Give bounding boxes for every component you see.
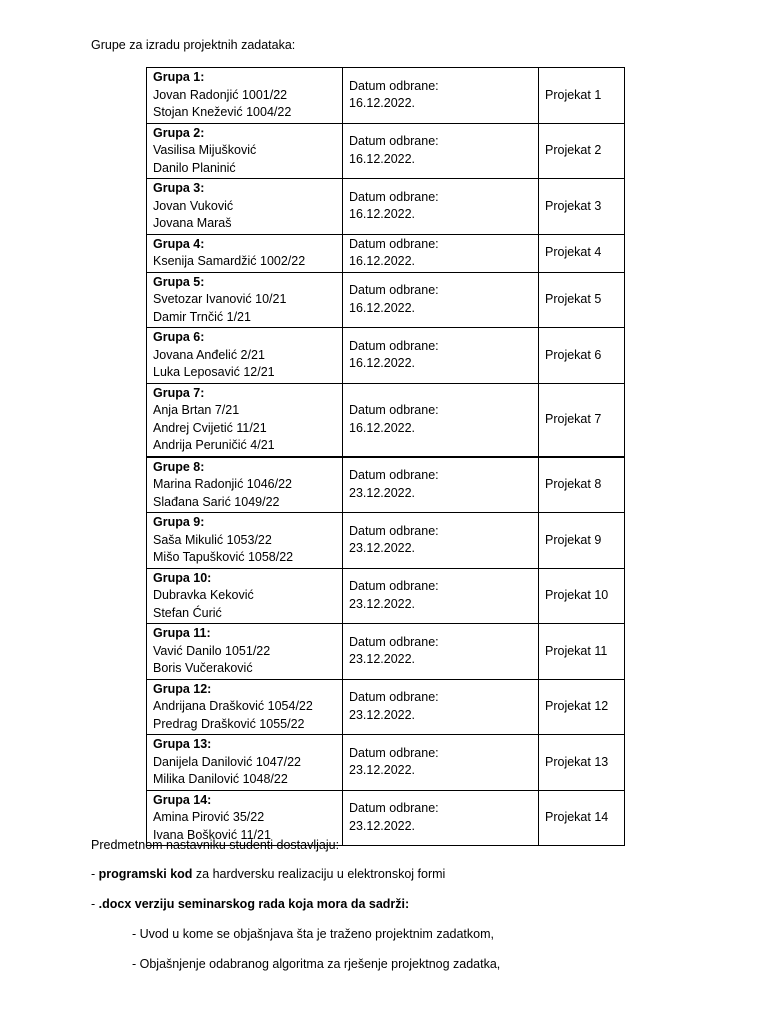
- group-member: Boris Vučeraković: [153, 661, 253, 675]
- group-name: Grupa 6:: [153, 330, 205, 344]
- defense-date-cell: [343, 383, 539, 457]
- defense-date-label: Datum odbrane:: [349, 134, 439, 149]
- group-row: [147, 624, 625, 680]
- defense-date-value: 23.12.2022.: [349, 541, 416, 556]
- group-name: Grupa 1:: [153, 70, 205, 84]
- defense-date-cell: [343, 568, 539, 624]
- groups-table: [146, 67, 625, 846]
- defense-date-label: Datum odbrane:: [349, 523, 439, 538]
- group-row: [147, 272, 625, 328]
- project-name: Projekat 1: [539, 68, 625, 124]
- group-member: Saša Mikulić 1053/22: [153, 532, 272, 547]
- group-row: [147, 68, 625, 124]
- defense-date-label: Datum odbrane:: [349, 283, 439, 298]
- group-member: Andrija Peruničić 4/21: [153, 438, 275, 452]
- sub-item-algorithm: - Objašnjenje odabranog algoritma za rješenje projektnog zadatka,: [132, 957, 501, 971]
- group-member: Stojan Knežević 1004/22: [153, 105, 292, 119]
- requirement-item-code: [91, 867, 445, 881]
- group-cell: [147, 123, 343, 179]
- group-cell: [147, 624, 343, 680]
- group-row: [147, 123, 625, 179]
- group-row: [147, 735, 625, 791]
- group-cell: [147, 679, 343, 735]
- group-cell: [147, 383, 343, 457]
- defense-date-cell: [343, 179, 539, 235]
- defense-date-value: 23.12.2022.: [349, 818, 416, 833]
- group-name: Grupa 7:: [153, 385, 205, 400]
- group-cell: [147, 68, 343, 124]
- defense-date-value: 23.12.2022.: [349, 485, 416, 500]
- defense-date-label: Datum odbrane:: [349, 690, 439, 705]
- project-name: Projekat 12: [539, 679, 625, 735]
- defense-date-cell: [343, 328, 539, 384]
- project-name: Projekat 3: [539, 179, 625, 235]
- project-name: Projekat 2: [539, 123, 625, 179]
- intro-text: Predmetnom nastavniku studenti dostavljaju:: [91, 838, 340, 852]
- item-bold: .docx verziju seminarskog rada koja mora da sadrži:: [98, 897, 410, 911]
- group-name: Grupa 10:: [153, 570, 212, 585]
- group-cell: [147, 328, 343, 384]
- group-member: Amina Pirović 35/22: [153, 810, 265, 824]
- group-name: Grupe 8:: [153, 459, 205, 474]
- defense-date-value: 23.12.2022.: [349, 707, 416, 722]
- group-member: Milika Danilović 1048/22: [153, 772, 288, 786]
- defense-date-cell: [343, 68, 539, 124]
- group-member: Anja Brtan 7/21: [153, 403, 240, 417]
- group-cell: [147, 568, 343, 624]
- defense-date-label: Datum odbrane:: [349, 236, 439, 251]
- group-row: [147, 513, 625, 569]
- group-member: Vasilisa Mijušković: [153, 143, 257, 157]
- project-name: Projekat 10: [539, 568, 625, 624]
- defense-date-value: 16.12.2022.: [349, 356, 416, 371]
- group-row: [147, 328, 625, 384]
- group-name: Grupa 9:: [153, 515, 205, 529]
- group-cell: [147, 513, 343, 569]
- group-name: Grupa 4:: [153, 236, 205, 251]
- group-member: Mišo Tapušković 1058/22: [153, 550, 294, 564]
- group-member: Jovan Vuković: [153, 198, 234, 213]
- defense-date-label: Datum odbrane:: [349, 468, 439, 483]
- item-rest: za hardversku realizaciju u elektronskoj formi: [192, 867, 446, 881]
- defense-date-label: Datum odbrane:: [349, 189, 439, 204]
- defense-date-value: 16.12.2022.: [349, 420, 416, 435]
- group-member: Andrijana Drašković 1054/22: [153, 699, 313, 713]
- group-cell: [147, 234, 343, 272]
- project-name: Projekat 14: [539, 790, 625, 846]
- defense-date-label: Datum odbrane:: [349, 579, 439, 594]
- requirement-item-docx: [91, 897, 409, 911]
- group-member: Jovana Maraš: [153, 216, 232, 230]
- defense-date-cell: [343, 457, 539, 513]
- defense-date-value: 16.12.2022.: [349, 300, 416, 315]
- group-name: Grupa 5:: [153, 274, 205, 289]
- group-cell: [147, 457, 343, 513]
- group-cell: [147, 179, 343, 235]
- defense-date-cell: [343, 679, 539, 735]
- group-member: Luka Leposavić 12/21: [153, 365, 275, 379]
- defense-date-label: Datum odbrane:: [349, 634, 439, 649]
- defense-date-value: 23.12.2022.: [349, 763, 416, 778]
- group-row: [147, 457, 625, 513]
- defense-date-cell: [343, 123, 539, 179]
- project-name: Projekat 8: [539, 457, 625, 513]
- group-member: Danilo Planinić: [153, 160, 236, 175]
- group-member: Andrej Cvijetić 11/21: [153, 420, 267, 435]
- project-name: Projekat 5: [539, 272, 625, 328]
- group-member: Dubravka Keković: [153, 588, 254, 602]
- defense-date-value: 16.12.2022.: [349, 207, 416, 222]
- defense-date-cell: [343, 790, 539, 846]
- group-name: Grupa 11:: [153, 626, 211, 640]
- page-heading: Grupe za izradu projektnih zadataka:: [91, 38, 296, 52]
- project-name: Projekat 9: [539, 513, 625, 569]
- group-member: Jovana Anđelić 2/21: [153, 347, 265, 362]
- group-row: [147, 568, 625, 624]
- defense-date-cell: [343, 234, 539, 272]
- project-name: Projekat 7: [539, 383, 625, 457]
- group-member: Predrag Drašković 1055/22: [153, 716, 305, 731]
- group-member: Stefan Ćurić: [153, 605, 222, 620]
- defense-date-label: Datum odbrane:: [349, 745, 439, 760]
- group-name: Grupa 13:: [153, 737, 212, 751]
- group-member: Slađana Sarić 1049/22: [153, 494, 280, 509]
- group-member: Svetozar Ivanović 10/21: [153, 292, 287, 306]
- group-row: [147, 179, 625, 235]
- defense-date-cell: [343, 735, 539, 791]
- defense-date-cell: [343, 624, 539, 680]
- group-row: [147, 234, 625, 272]
- defense-date-label: Datum odbrane:: [349, 801, 439, 816]
- defense-date-label: Datum odbrane:: [349, 338, 439, 353]
- item-dash: -: [91, 867, 99, 881]
- group-row: [147, 383, 625, 457]
- project-name: Projekat 13: [539, 735, 625, 791]
- defense-date-value: 16.12.2022.: [349, 96, 416, 111]
- group-member: Damir Trnčić 1/21: [153, 309, 251, 324]
- group-row: [147, 679, 625, 735]
- group-cell: [147, 735, 343, 791]
- defense-date-value: 23.12.2022.: [349, 596, 416, 611]
- group-name: Grupa 3:: [153, 181, 205, 195]
- item-bold: programski kod: [98, 867, 193, 881]
- defense-date-label: Datum odbrane:: [349, 78, 439, 93]
- sub-item-intro: - Uvod u kome se objašnjava šta je traženo projektnim zadatkom,: [132, 927, 494, 941]
- defense-date-value: 23.12.2022.: [349, 652, 416, 667]
- group-member: Ksenija Samardžić 1002/22: [153, 254, 306, 268]
- item-dash: -: [91, 897, 99, 911]
- defense-date-label: Datum odbrane:: [349, 403, 439, 417]
- group-name: Grupa 12:: [153, 681, 212, 696]
- group-member: Ivana Bošković 11/21: [153, 827, 271, 842]
- defense-date-cell: [343, 513, 539, 569]
- group-member: Jovan Radonjić 1001/22: [153, 87, 288, 102]
- group-name: Grupa 2:: [153, 125, 205, 140]
- group-member: Danijela Danilović 1047/22: [153, 754, 302, 769]
- defense-date-cell: [343, 272, 539, 328]
- group-name: Grupa 14:: [153, 792, 212, 807]
- group-cell: [147, 272, 343, 328]
- project-name: Projekat 6: [539, 328, 625, 384]
- defense-date-value: 16.12.2022.: [349, 151, 416, 166]
- group-member: Marina Radonjić 1046/22: [153, 477, 292, 491]
- group-member: Vavić Danilo 1051/22: [153, 643, 271, 658]
- defense-date-value: 16.12.2022.: [349, 254, 416, 268]
- project-name: Projekat 11: [539, 624, 625, 680]
- project-name: Projekat 4: [539, 234, 625, 272]
